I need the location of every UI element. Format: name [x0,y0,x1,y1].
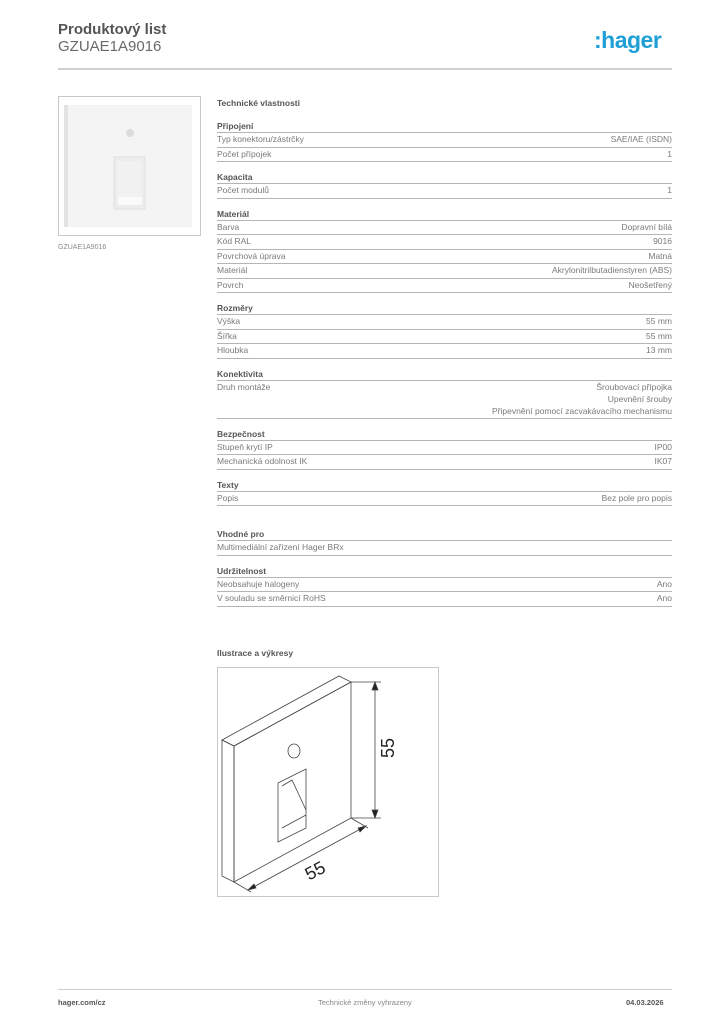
spec-row: Výška 55 mm [217,315,672,330]
spec-row: Neobsahuje halogeny Ano [217,578,672,593]
section-title: Texty [217,479,672,492]
footer-notice: Technické změny vyhrazeny [318,998,412,1007]
technical-specs [217,96,672,616]
section-texty [217,479,672,507]
spec-row: Stupeň krytí IP IP00 [217,441,672,456]
hager-logo: :hager [594,27,662,53]
footer-divider [58,989,672,990]
section-title: Konektivita [217,368,672,381]
svg-text:55: 55 [301,857,329,885]
section-title: Rozměry [217,302,672,315]
section-udrzitelnost [217,565,672,607]
svg-text:55: 55 [378,737,398,759]
spec-row: Hloubka 13 mm [217,344,672,359]
specs-title: Technické vlastnosti [217,98,300,108]
spec-row: Povrch Neošetřený [217,279,672,294]
section-title: Materiál [217,208,672,221]
spec-row: Popis Bez pole pro popis [217,492,672,507]
spec-row: Materiál Akrylonitrilbutadienstyren (ABS) [217,264,672,279]
spec-row: Mechanická odolnost IK IK07 [217,455,672,470]
product-image [58,96,201,236]
section-bezpecnost [217,428,672,470]
spec-row: Multimediální zařízení Hager BRx [217,541,672,556]
illustrations-title: Ilustrace a výkresy [217,648,294,658]
spec-row: V souladu se směrnicí RoHS Ano [217,592,672,607]
product-photo-icon [59,97,200,235]
spec-row: Počet modulů 1 [217,184,672,199]
spec-row: Barva Dopravní bílá [217,221,672,236]
section-kapacita [217,171,672,199]
section-title: Vhodné pro [217,528,672,541]
section-vhodne-pro [217,528,672,556]
section-title: Bezpečnost [217,428,672,441]
technical-drawing [217,667,439,897]
spec-row: Typ konektoru/zástrčky SAE/IAE (ISDN) [217,133,672,148]
section-material [217,208,672,294]
section-konektivita [217,368,672,419]
spec-row: Počet přípojek 1 [217,148,672,163]
spec-row: Povrchová úprava Matná [217,250,672,265]
product-code: GZUAE1A9016 [58,38,162,55]
footer-date: 04.03.2026 [626,998,664,1007]
header-divider [58,68,672,70]
section-title: Kapacita [217,171,672,184]
section-pripojeni [217,120,672,162]
spec-row: Šířka 55 mm [217,330,672,345]
section-title: Udržitelnost [217,565,672,578]
footer-website: hager.com/cz [58,998,106,1007]
section-rozmery [217,302,672,359]
section-title: Připojení [217,120,672,133]
spec-row: Kód RAL 9016 [217,235,672,250]
spec-row: Druh montáže Šroubovací přípojka Upevnění šrouby Připevnění pomocí zacvakávacího mechanismu [217,381,672,419]
dimension-drawing-icon [218,668,438,896]
page-title: Produktový list [58,21,167,38]
product-image-caption: GZUAE1A9016 [58,244,107,251]
